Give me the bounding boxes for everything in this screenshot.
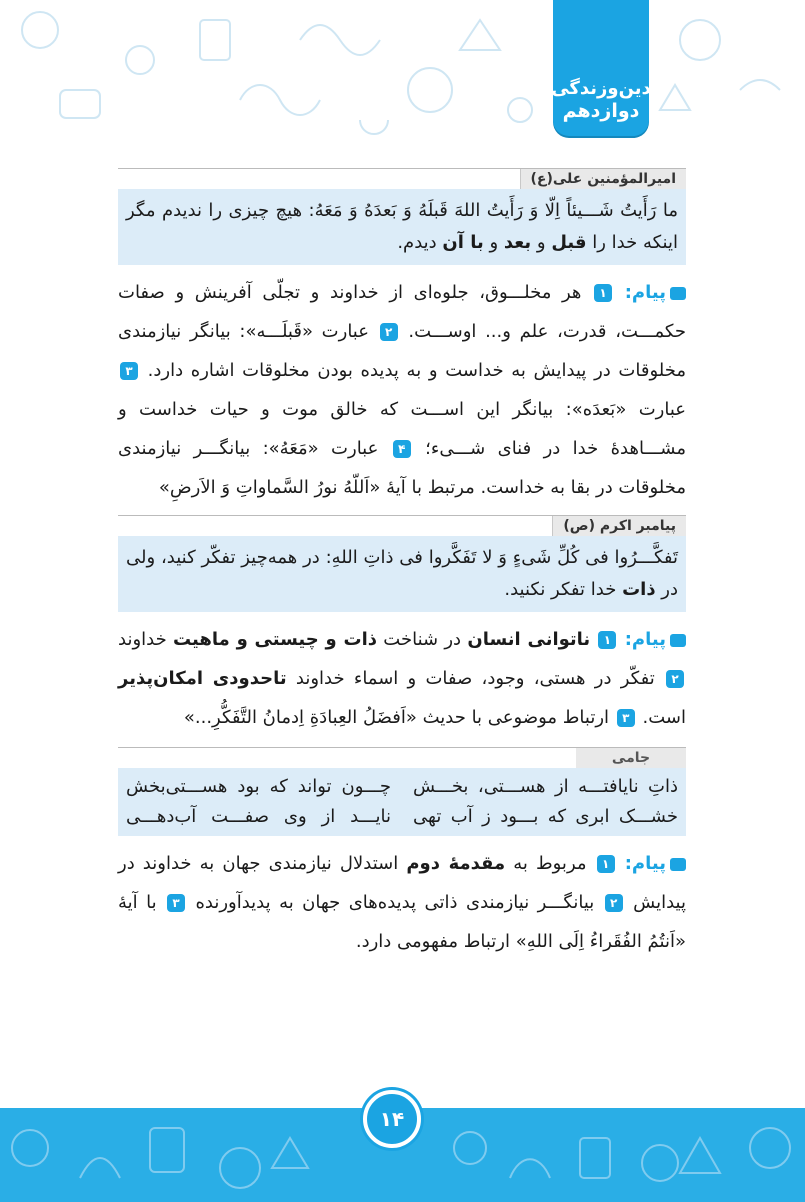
message-label: پیام: bbox=[624, 853, 666, 874]
message-label: پیام: bbox=[624, 282, 666, 303]
message-text: عبارت «مَعَهُ»: بیانگـــر نیازمندی مخلوقات در بقا به خداست. مرتبط با آیۀ «اَللّهُ نورُ السَّماواتِ وَ الاَرضِ» bbox=[118, 438, 686, 498]
quote-source: پیامبر اکرم (ص) bbox=[552, 516, 686, 536]
message-text: مربوط به bbox=[505, 853, 587, 874]
item-number: ۲ bbox=[605, 894, 623, 912]
message-paragraph bbox=[118, 273, 686, 507]
message-text: خداوند bbox=[118, 629, 173, 650]
header-doodle-band bbox=[0, 0, 805, 150]
quote-text: خدا تفکر نکنید. bbox=[504, 579, 623, 600]
item-number: ۱ bbox=[598, 631, 616, 649]
message-icon bbox=[670, 634, 686, 647]
keyword: قبل bbox=[551, 232, 587, 253]
keyword: ذات و چیستی و ماهیت bbox=[172, 629, 378, 650]
page-content bbox=[118, 168, 686, 961]
item-number: ۳ bbox=[617, 709, 635, 727]
book-tag bbox=[553, 0, 649, 136]
message-text: است. bbox=[642, 707, 686, 728]
message-paragraph bbox=[118, 620, 686, 737]
book-title: دین‌وزندگی bbox=[551, 78, 651, 99]
doodle-pattern bbox=[0, 0, 805, 150]
message-text: هر مخلـــوق، جلوه‌ای از خداوند و تجلّی آفرینش و صفات حکمـــت، قدرت، علم و... اوســـت. bbox=[118, 282, 686, 342]
quote-text: و bbox=[483, 232, 504, 253]
item-number: ۱ bbox=[594, 284, 612, 302]
quote-source-header bbox=[118, 168, 686, 189]
poem-author: جامی bbox=[576, 748, 686, 768]
poem-hemistich: خشـــک ابری که بـــود ز آب تهی bbox=[413, 806, 678, 827]
message-text: بیانگـــر نیازمندی ذاتی پدیده‌های جهان به پدیدآورنده bbox=[195, 892, 595, 913]
keyword: بعد bbox=[503, 232, 532, 253]
quote-box bbox=[118, 536, 686, 612]
keyword: ذات bbox=[622, 579, 656, 600]
poem-body bbox=[118, 768, 686, 836]
poem-hemistich: چـــون تواند که بود هســـتی‌بخش bbox=[126, 776, 391, 797]
keyword: تاحدودی امکان‌پذیر bbox=[118, 668, 287, 689]
quote-source: امیرالمؤمنین علی(ع) bbox=[520, 169, 686, 189]
item-number: ۲ bbox=[380, 323, 398, 341]
poem-box bbox=[118, 747, 686, 836]
message-paragraph bbox=[118, 844, 686, 961]
quote-text: تَفکَّـــرُوا فی کُلِّ شَیءٍ وَ لا تَفَکَّروا فی ذاتِ اللهِ: در همه‌چیز تفکّر کنید، ولی در bbox=[126, 547, 678, 600]
book-grade: دوازدهم bbox=[562, 100, 640, 122]
poem-header bbox=[118, 748, 686, 768]
message-text: در شناخت bbox=[377, 629, 468, 650]
item-number: ۱ bbox=[597, 855, 615, 873]
message-label: پیام: bbox=[624, 629, 666, 650]
quote-box bbox=[118, 189, 686, 265]
keyword: با آن bbox=[442, 232, 484, 253]
item-number: ۳ bbox=[120, 362, 138, 380]
keyword: ناتوانی انسان bbox=[467, 629, 591, 650]
message-icon bbox=[670, 858, 686, 871]
quote-text: دیدم. bbox=[397, 232, 443, 253]
message-text: استدلال نیازمندی جهان به خداوند در پیدایش bbox=[118, 853, 686, 913]
item-number: ۳ bbox=[167, 894, 185, 912]
message-text: تفکّر در هستی، وجود، صفات و اسماء خداوند bbox=[286, 668, 655, 689]
poem-hemistich: ذاتِ نایافتـــه از هســـتی، بخـــش bbox=[413, 776, 678, 797]
poem-row bbox=[126, 802, 678, 832]
message-icon bbox=[670, 287, 686, 300]
page-number: ۱۴ bbox=[363, 1090, 421, 1148]
item-number: ۴ bbox=[393, 440, 411, 458]
poem-hemistich: نایـــد از وی صفـــت آب‌دهـــی bbox=[126, 806, 391, 827]
poem-row bbox=[126, 772, 678, 802]
message-text: عبارت «قَبلَـــه»: بیانگر نیازمندی مخلوقات در پیدایش به خداست و به پدیده بودن مخلوقات اشاره دارد. bbox=[118, 321, 686, 381]
message-text: با آیۀ «اَنتُمُ الفُقَراءُ اِلَی اللهِ» ارتباط مفهومی دارد. bbox=[118, 892, 686, 952]
quote-text: ما رَأَیتُ شَـــیئاً اِلّا وَ رَأَیتُ اللهَ قَبلَهُ وَ بَعدَهُ وَ مَعَهُ: هیچ چیزی را ندیدم مگر اینکه خدا را bbox=[126, 200, 678, 253]
message-text: ارتباط موضوعی با حدیث «اَفضَلُ العِبادَةِ اِدمانُ التَّفَکُّرِ...» bbox=[183, 707, 610, 728]
quote-source-header bbox=[118, 515, 686, 536]
keyword: مقدمۀ دوم bbox=[406, 853, 506, 874]
message-text: عبارت «بَعدَه»: بیانگر این اســـت که خالق موت و حیات خداست و مشـــاهدۀ خدا در فنای شـــیء؛ bbox=[118, 399, 687, 459]
quote-text: و bbox=[531, 232, 552, 253]
item-number: ۲ bbox=[666, 670, 684, 688]
